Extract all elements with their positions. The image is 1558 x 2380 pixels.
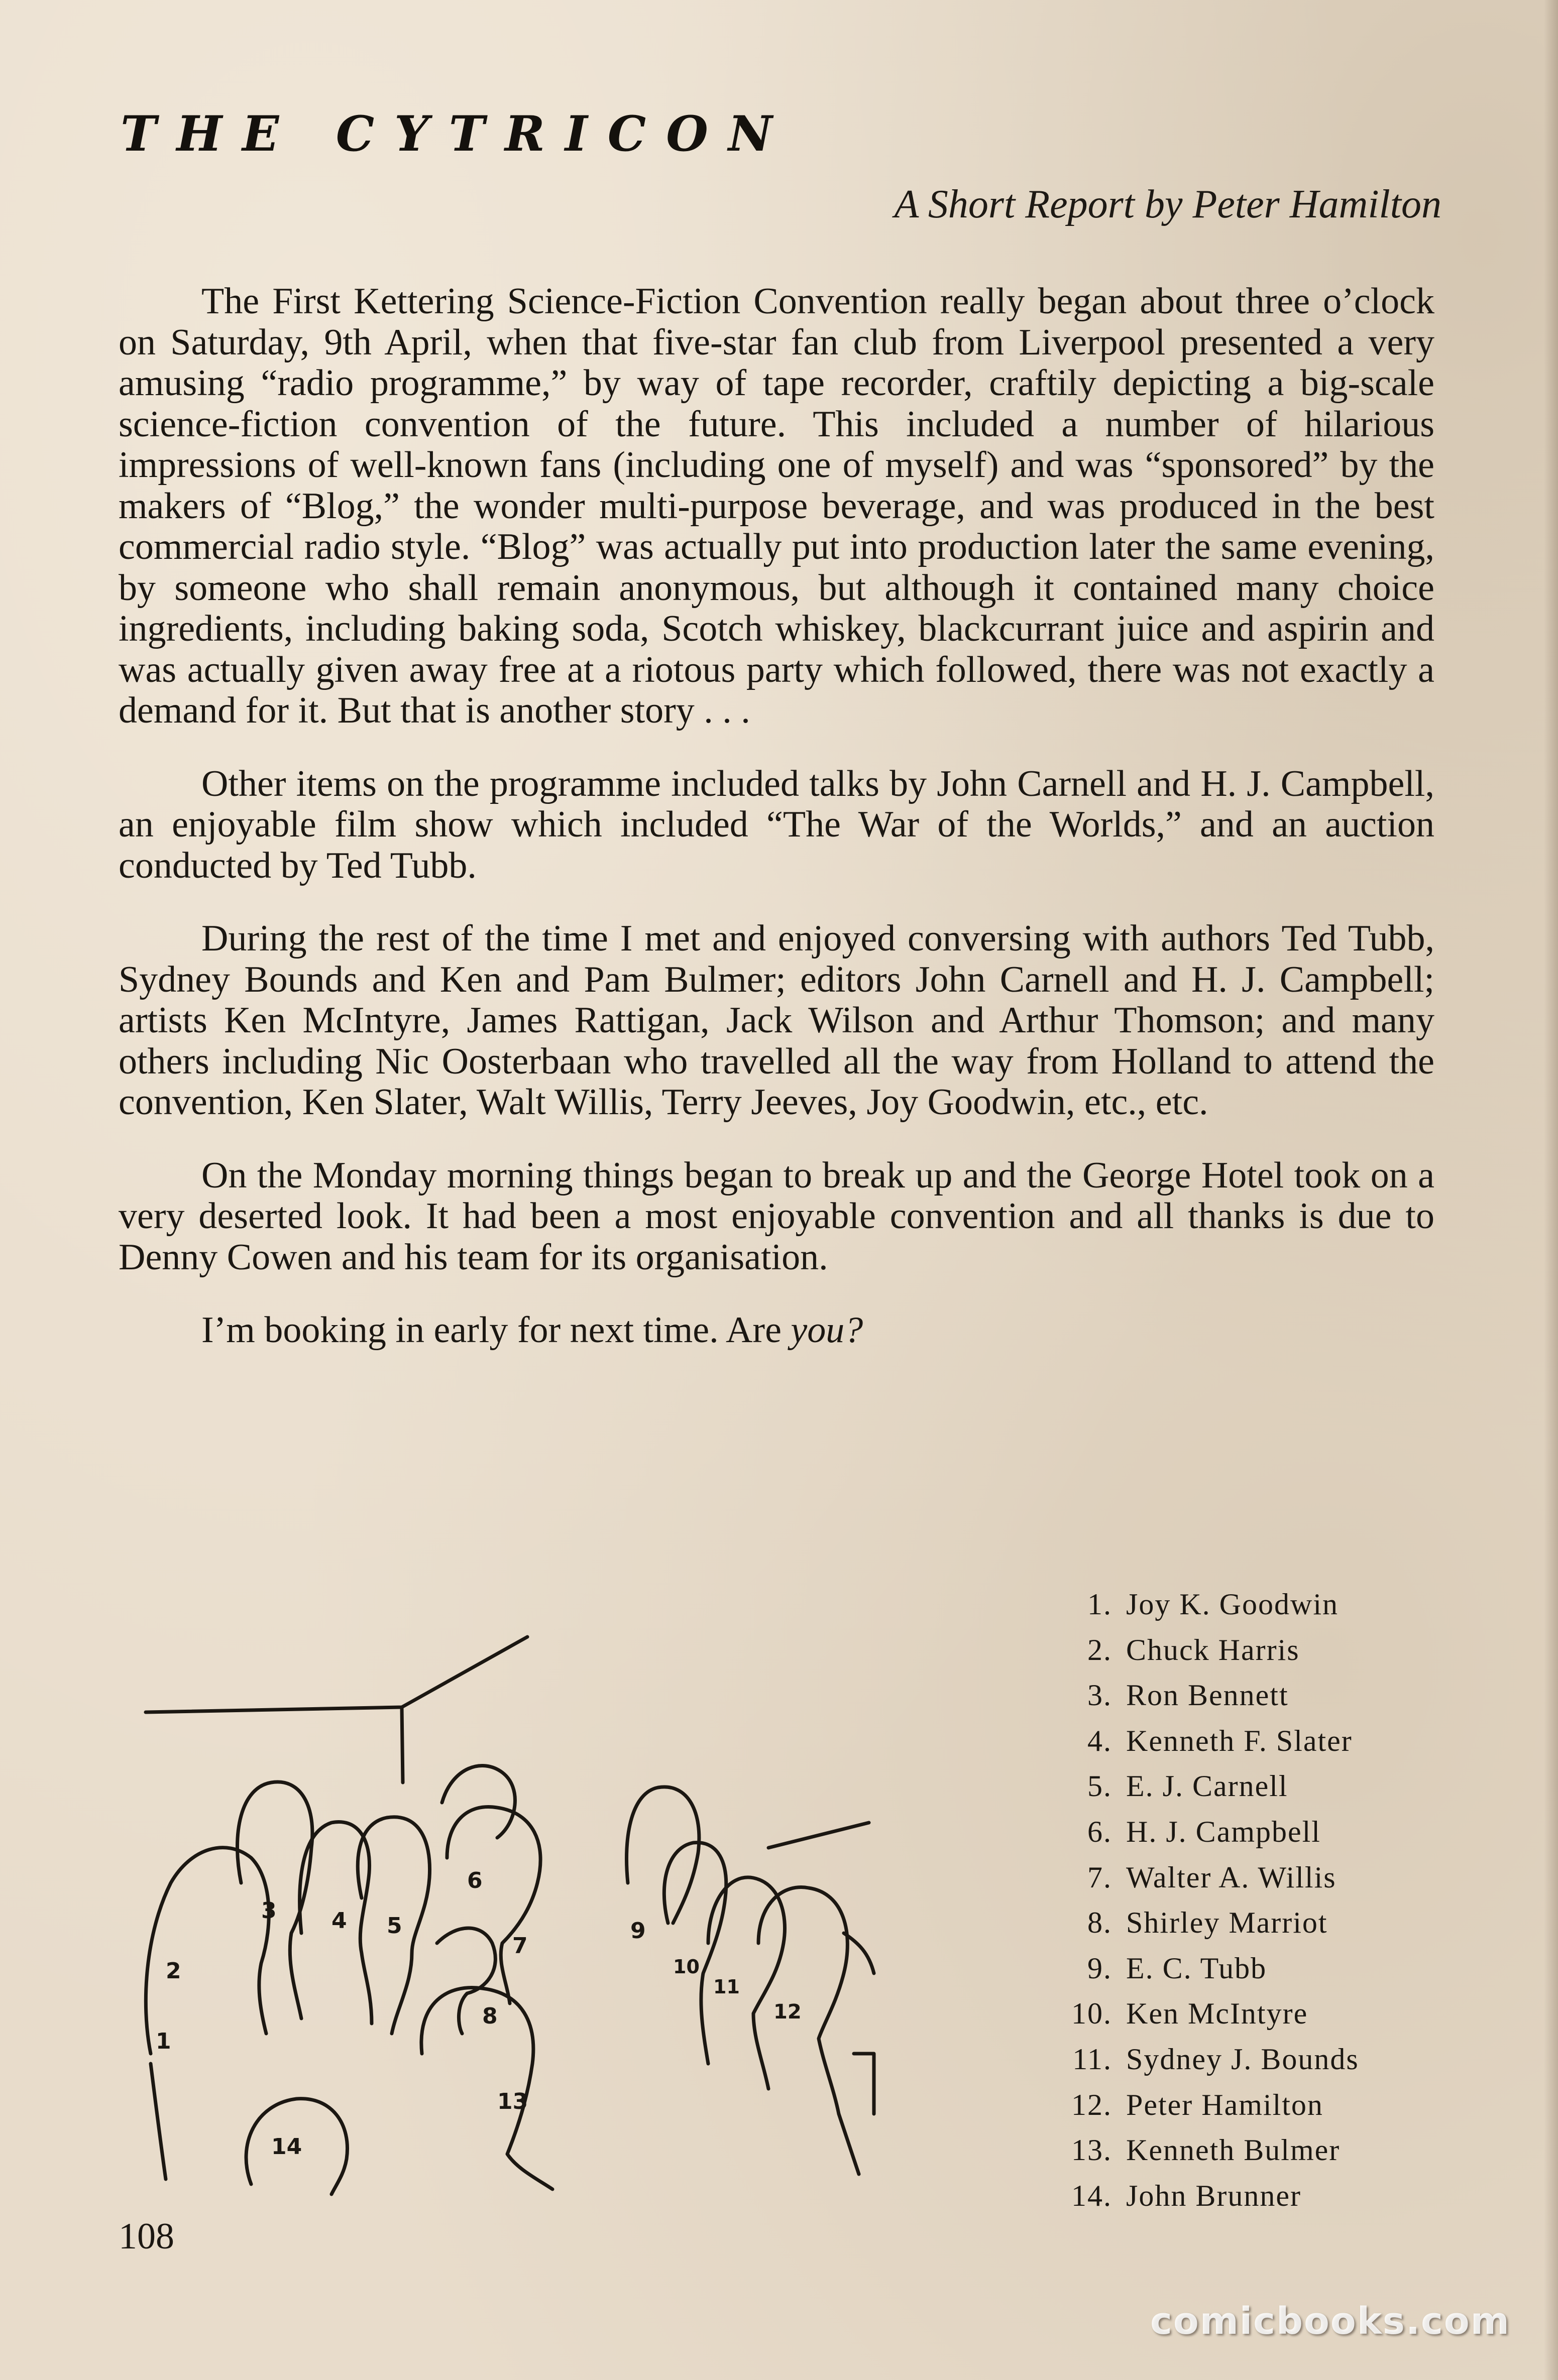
key-item <box>1055 1900 1507 1946</box>
figure-label-9: 9 <box>630 1918 646 1944</box>
key-name: Walter A. Willis <box>1126 1860 1337 1894</box>
key-number: 11. <box>1072 2042 1112 2076</box>
key-name: E. C. Tubb <box>1126 1951 1267 1985</box>
key-number: 8. <box>1087 1906 1112 1940</box>
paragraph-1: The First Kettering Science-Fiction Convention really began about three o’clock on Saturday, 9th April, when that five-star fan club from Liverpool presented a very amusing “radio programme,” by way of tape recorder, craftily depicting a big-scale science-fiction convention of the future. This included a number of hilarious impressions of well-known fans (including one of myself) and was “sponsored” by the makers of “Blog,” the wonder multi-purpose beverage, and was produced in the best commercial radio style. “Blog” was actually put into production later the same evening, by someone who shall remain anonymous, but although it contained many choice ingredients, including baking soda, Scotch whiskey, blackcurrant juice and aspirin and was actually given away free at a riotous party which followed, there was not exactly a demand for it. But that is another story . . . <box>119 281 1434 731</box>
figure-label-7: 7 <box>512 1933 528 1959</box>
key-number: 1. <box>1087 1588 1112 1621</box>
key-number: 5. <box>1087 1769 1112 1803</box>
figure-12-outline <box>758 1887 847 2114</box>
key-name: Ron Bennett <box>1126 1679 1289 1712</box>
figure-label-2: 2 <box>166 1958 181 1984</box>
figure-label-13: 13 <box>497 2089 528 2114</box>
key-name: H. J. Campbell <box>1126 1815 1321 1848</box>
key-item <box>1055 2037 1507 2082</box>
key-item <box>1055 1991 1507 2037</box>
wall-line <box>402 1707 403 1782</box>
page-edge-shadow <box>1544 0 1558 2380</box>
key-number: 12. <box>1071 2088 1112 2121</box>
figure-label-8: 8 <box>482 2003 498 2029</box>
page-number: 108 <box>119 2216 174 2257</box>
key-number: 2. <box>1087 1633 1112 1667</box>
figure-1-body <box>151 2064 166 2179</box>
closing-text: I’m booking in early for next time. Are <box>201 1310 791 1351</box>
key-name: Peter Hamilton <box>1126 2088 1323 2121</box>
article-body <box>119 281 1434 1351</box>
figure-label-1: 1 <box>156 2029 171 2054</box>
key-number: 6. <box>1087 1815 1112 1848</box>
key-item <box>1055 1582 1507 1627</box>
key-name: Shirley Marriot <box>1126 1906 1328 1940</box>
key-name: John Brunner <box>1126 2179 1301 2212</box>
figure-label-6: 6 <box>467 1868 483 1893</box>
crowd-sketch-illustration <box>136 1622 914 2229</box>
key-item <box>1055 1855 1507 1900</box>
key-number: 9. <box>1087 1951 1112 1985</box>
key-item <box>1055 1809 1507 1855</box>
site-watermark: comicbooks.com <box>1150 2300 1510 2343</box>
closing-emphasis: you? <box>791 1310 863 1351</box>
article-title: THE CYTRICON <box>121 105 793 162</box>
key-name: Chuck Harris <box>1126 1633 1300 1667</box>
figure-label-5: 5 <box>387 1913 402 1939</box>
paragraph-2: Other items on the programme included talks by John Carnell and H. J. Campbell, an enjoyable film show which included “The War of the Worlds,” and an auction conducted by Ted Tubb. <box>119 763 1434 886</box>
key-item <box>1055 2173 1507 2219</box>
key-item <box>1055 1673 1507 1718</box>
key-number: 3. <box>1087 1679 1112 1712</box>
figure-label-12: 12 <box>773 2000 802 2024</box>
key-number: 4. <box>1087 1724 1112 1757</box>
key-number: 13. <box>1071 2133 1112 2167</box>
key-name: Kenneth Bulmer <box>1126 2133 1341 2167</box>
ceiling-line <box>146 1637 527 1712</box>
key-number: 10. <box>1071 1997 1112 2031</box>
key-item <box>1055 2082 1507 2128</box>
figure-label-3: 3 <box>261 1898 277 1924</box>
key-item <box>1055 1627 1507 1673</box>
figure-label-10: 10 <box>673 1956 700 1978</box>
key-name: Ken McIntyre <box>1126 1997 1308 2031</box>
key-item <box>1055 1946 1507 1991</box>
key-number: 7. <box>1087 1860 1112 1894</box>
figure-1-2-outline <box>146 1848 269 2054</box>
key-name: Kenneth F. Slater <box>1126 1724 1353 1757</box>
figure-10-outline <box>664 1843 726 2064</box>
illustration-key-list <box>1055 1582 1507 2218</box>
paragraph-4: On the Monday morning things began to break up and the George Hotel took on a very deserted look. It had been a most enjoyable convention and all thanks is due to Denny Cowen and his team for its organisation. <box>119 1154 1434 1278</box>
closing-line <box>119 1310 1434 1351</box>
key-number: 14. <box>1071 2179 1112 2212</box>
key-name: Sydney J. Bounds <box>1126 2042 1359 2076</box>
paragraph-3: During the rest of the time I met and enjoyed conversing with authors Ted Tubb, Sydney Bounds and Ken and Pam Bulmer; editors John Carnell and H. J. Campbell; artists Ken McIntyre, James Rattigan, Jack Wilson and Arthur Thomson; and many others including Nic Oosterbaan who travelled all the way from Holland to attend the convention, Ken Slater, Walt Willis, Terry Jeeves, Joy Goodwin, etc., etc. <box>119 918 1434 1123</box>
key-item <box>1055 2127 1507 2173</box>
article-byline: A Short Report by Peter Hamilton <box>894 182 1441 226</box>
figure-label-11: 11 <box>713 1976 740 1998</box>
figure-label-4: 4 <box>331 1908 347 1934</box>
key-name: Joy K. Goodwin <box>1126 1588 1339 1621</box>
key-item <box>1055 1763 1507 1809</box>
figure-label-14: 14 <box>271 2134 302 2160</box>
easel-frame <box>768 1823 874 2174</box>
key-name: E. J. Carnell <box>1126 1769 1288 1803</box>
key-item <box>1055 1718 1507 1764</box>
